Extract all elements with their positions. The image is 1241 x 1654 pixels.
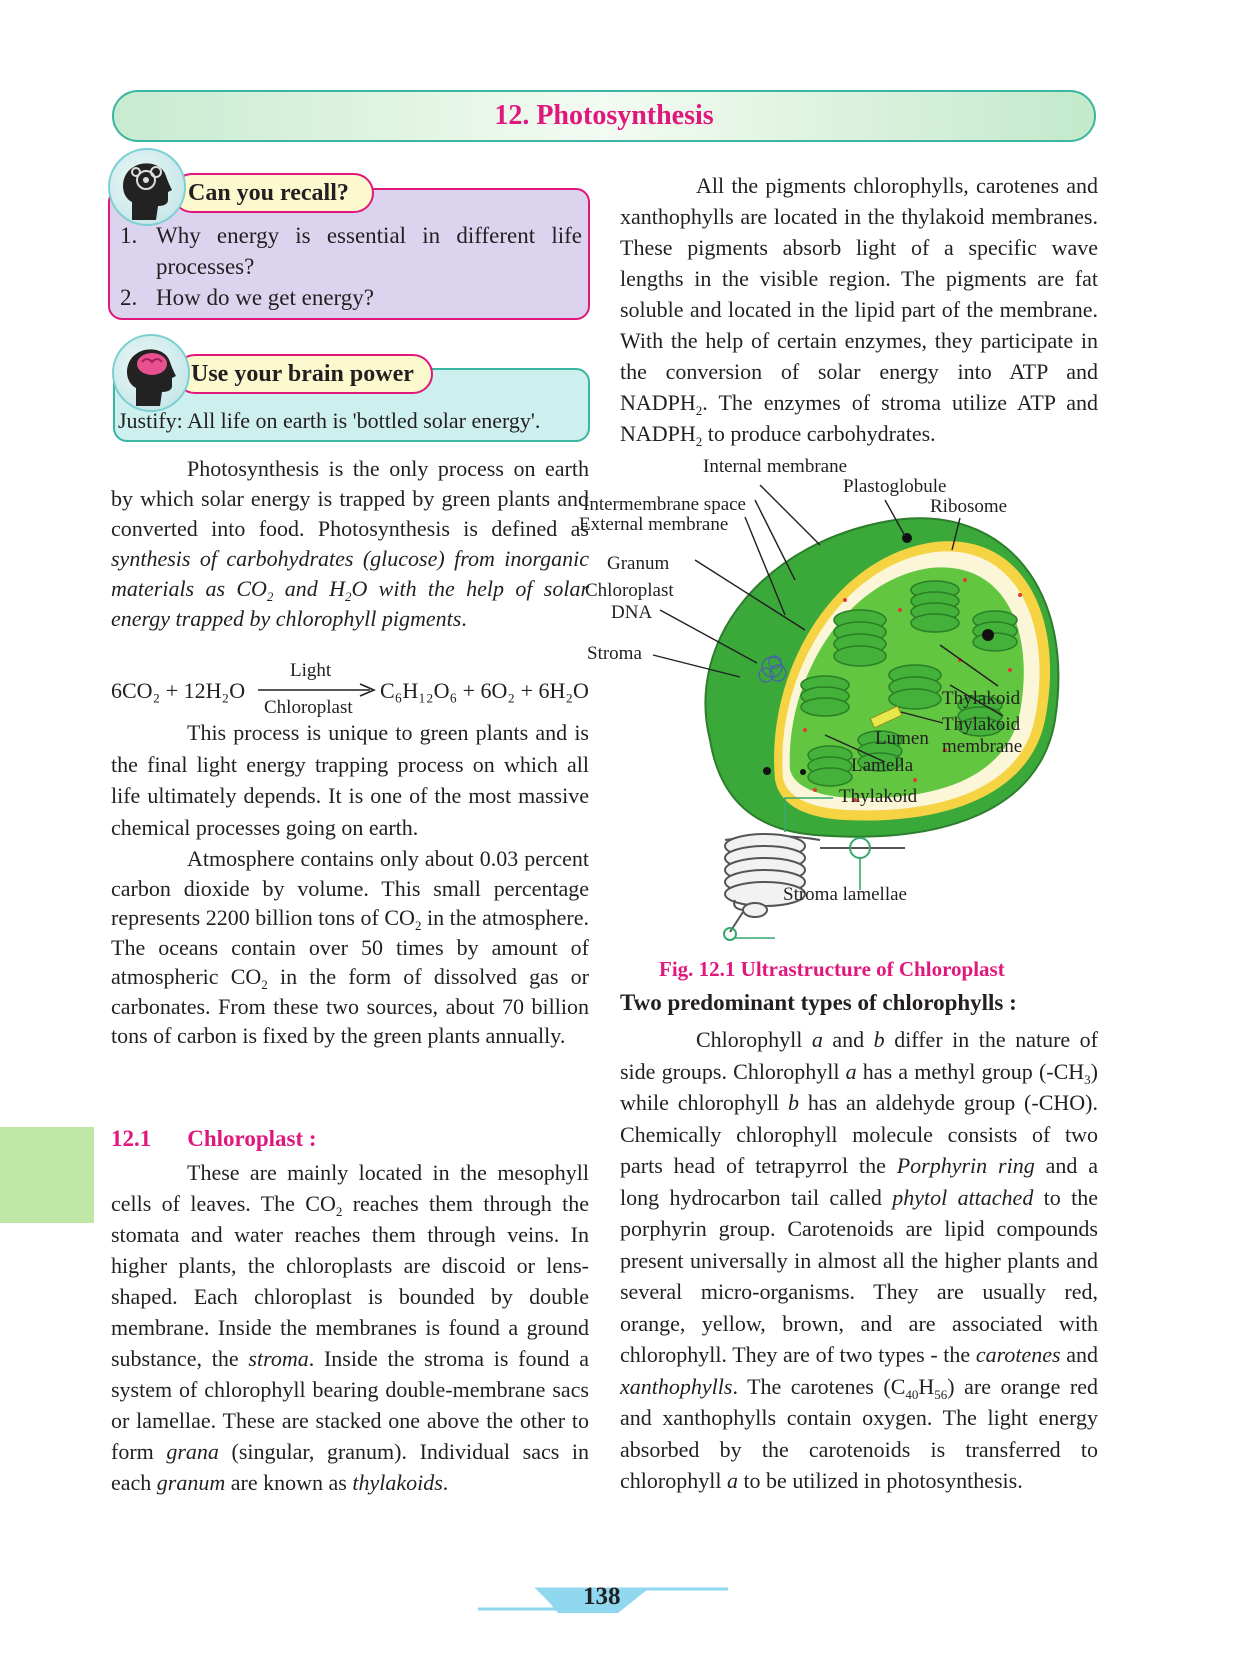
label-stroma-lamellae: Stroma lamellae xyxy=(783,884,907,905)
left-paragraph-2: This process is unique to green plants and is the final light energy trapping process on which all life ultimately depends. It is one of the most massive chemical processes going on earth. Atmosphere contains only about 0.03 percent carbon dioxide by volume. This small percentage represents 2200 billion tons of $CO_2$ in the atmosphere. The oceans contain over 50 times by amount of atmospheric $CO_2$ in the form of dissolved gas or carbonates. From these two sources, about 70 billion tons of carbon is fixed by the green plants annually. xyxy=(111,720,589,1048)
label-intermembrane-space: Intermembrane space xyxy=(583,494,746,515)
left-paragraph-1: Photosynthesis is the only process on earth by which solar energy is trapped by green plants and converted into food. Photosynthesis is defined as synthesis of carbohydrates (glucose) from inorganic materials as $CO_2$ and $H_2O$ with the help of solar energy trapped by chlorophyll pigments. xyxy=(111,456,590,631)
equation-chloroplast: Chloroplast xyxy=(264,697,353,718)
brain-head-icon xyxy=(112,334,190,412)
label-thylakoid-membrane-1: Thylakoid xyxy=(942,714,1021,735)
chapter-title-bar xyxy=(112,90,1096,142)
brain-label: Use your brain power xyxy=(175,354,433,394)
equation-arrow-icon xyxy=(258,682,376,698)
label-ribosome: Ribosome xyxy=(930,496,1008,517)
recall-head-icon xyxy=(108,148,186,226)
chapter-title: 12. Photosynthesis xyxy=(494,100,714,131)
right-paragraph-2: Chlorophyll a and b differ in the nature of side groups. Chlorophyll a has a methyl group $(-CH_3)$ while chlorophyll b has an aldehyde group (-CHO). Chemically chlorophyll molecule consists of two parts head of tetrapyrrol the Porphyrin ring and a long hydrocarbon tail called phytol attached to the porphyrin group. Carotenoids are lipid compounds present universally in almost all the higher plants and several micro-organisms. They are usually red, orange, yellow, brown, and are associated with chlorophyll. They are of two types - the carotenes and xanthophylls. The carotenes $(C_{40}H_{56})$ are orange red and xanthophylls contain oxygen. The light energy absorbed by the carotenoids is transferred to chlorophyll a to be utilized in photosynthesis. xyxy=(620,1027,1099,1493)
label-thylakoid-lower: Thylakoid xyxy=(839,786,918,807)
recall-label: Can you recall? xyxy=(172,173,374,213)
label-thylakoid-membrane-2: membrane xyxy=(942,736,1023,757)
label-internal-membrane: Internal membrane xyxy=(703,456,848,477)
brain-text: Justify: All life on earth is 'bottled solar energy'. xyxy=(118,408,541,433)
chloroplast-figure xyxy=(579,456,1105,960)
side-margin-tab xyxy=(0,1127,94,1223)
label-granum: Granum xyxy=(607,553,670,574)
left-paragraph-4: These are mainly located in the mesophyll cells of leaves. The $CO_2$ reaches them through the stomata and water reaches them through veins. In higher plants, the chloroplasts are discoid or lens-shaped. Each chloroplast is bounded by double membrane. Inside the membranes is found a ground substance, the stroma. Inside the stroma is found a system of chlorophyll bearing double-membrane sacs or lamellae. These are stacked one above the other to form grana (singular, granum). Individual sacs in each granum are known as thylakoids. xyxy=(111,1160,590,1495)
label-dna: DNA xyxy=(611,602,653,623)
figure-caption: Fig. 12.1 Ultrastructure of Chloroplast xyxy=(659,957,1005,981)
right-paragraph-1: All the pigments chlorophylls, carotenes and xanthophylls are located in the thylakoid membranes. These pigments absorb light of a specific wave lengths in the visible region. The pigments are fat soluble and located in the lipid part of the membrane. With the help of certain enzymes, they participate in the conversion of solar energy into ATP and $NADPH_2$. The enzymes of stroma utilize ATP and $NADPH_2$ to produce carbohydrates. xyxy=(620,173,1098,449)
equation-lhs: 6CO₂ + 12H₂O xyxy=(111,678,246,703)
label-plastoglobule: Plastoglobule xyxy=(843,476,947,497)
recall-list xyxy=(120,220,582,313)
label-thylakoid: Thylakoid xyxy=(942,688,1021,709)
label-stroma: Stroma xyxy=(587,643,642,664)
chlorophyll-types-heading: Two predominant types of chlorophylls : xyxy=(620,990,1017,1015)
label-lamella: Lamella xyxy=(851,755,914,776)
equation-rhs: C₆H₁₂O₆ + 6O₂ + 6H₂O xyxy=(380,678,589,703)
page-number-badge: 138 xyxy=(478,1575,728,1615)
label-external-membrane: External membrane xyxy=(579,514,729,535)
recall-item: 1. Why energy is essential in different life processes? xyxy=(120,223,582,279)
section-heading-chloroplast: 12.1 Chloroplast : xyxy=(111,1126,317,1151)
label-lumen: Lumen xyxy=(875,728,929,749)
recall-item: 2. How do we get energy? xyxy=(120,285,375,310)
equation-light: Light xyxy=(290,660,332,681)
label-chloroplast: Chloroplast xyxy=(585,580,674,601)
